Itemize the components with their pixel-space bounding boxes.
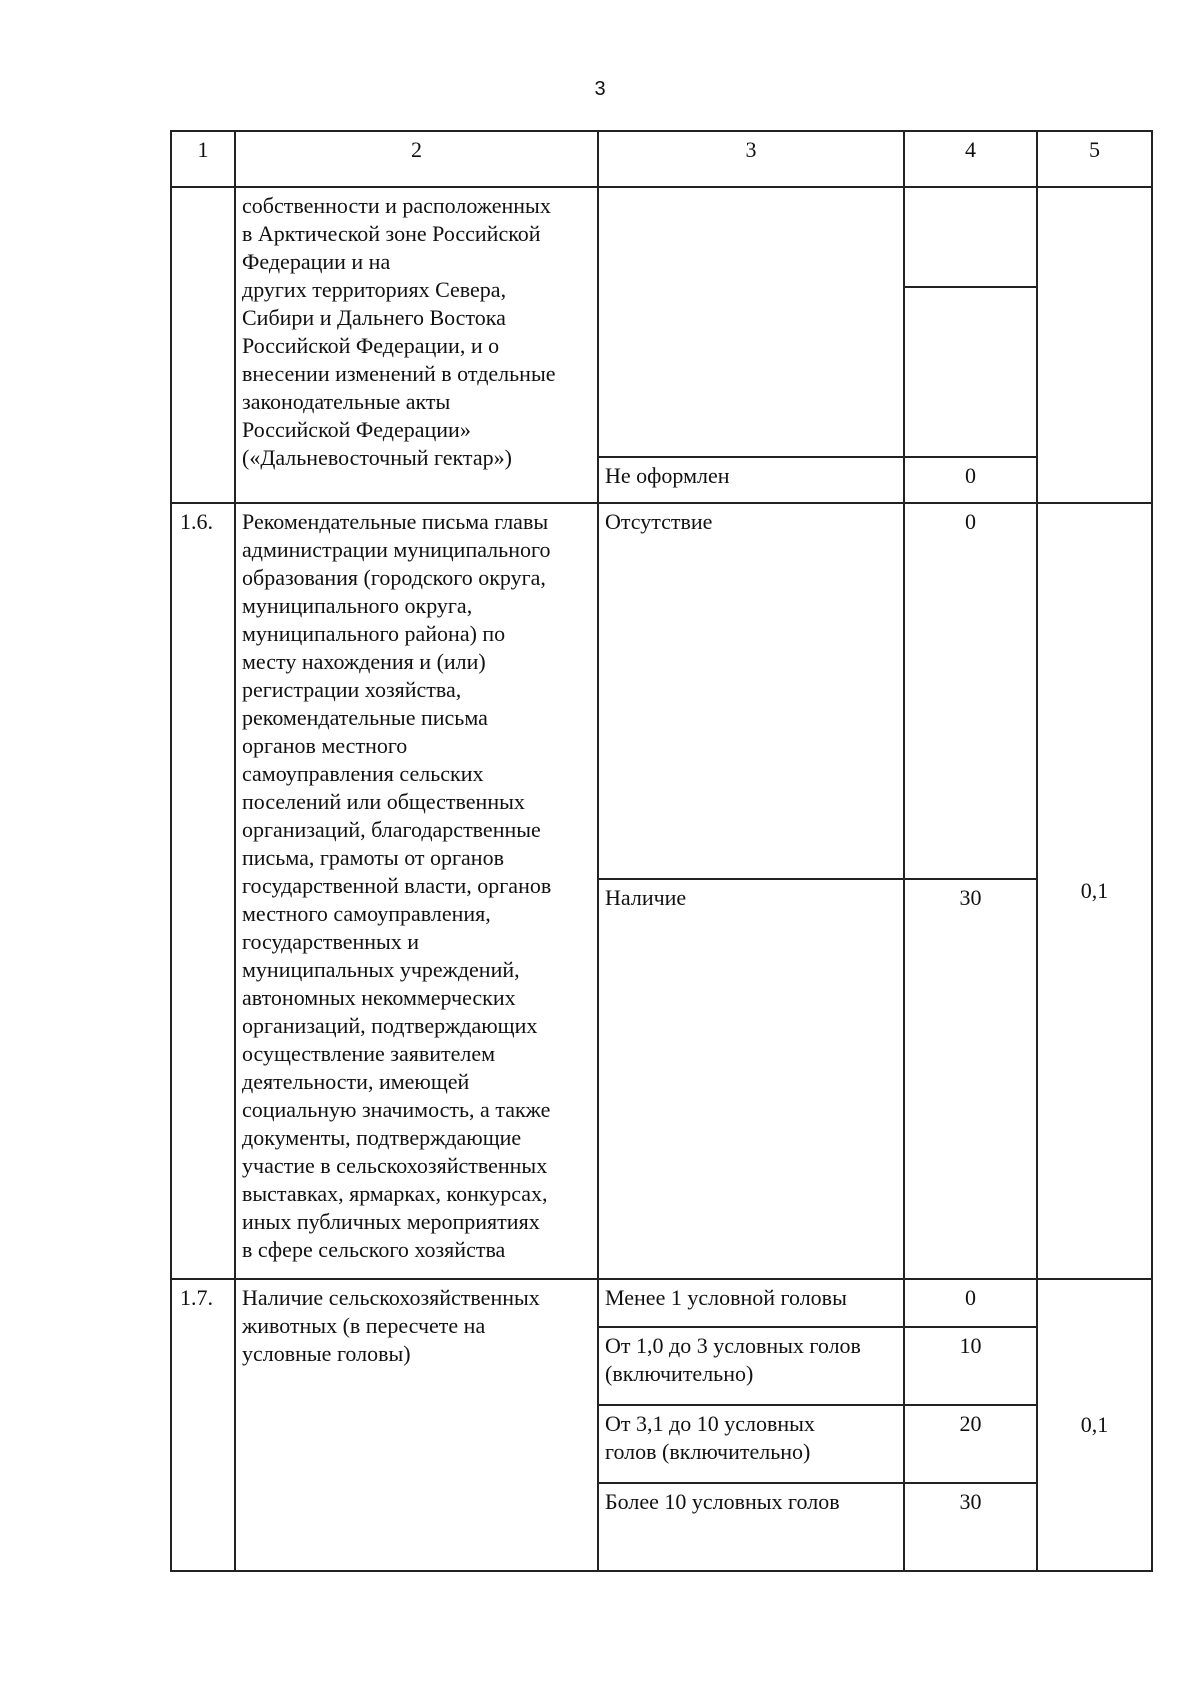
header-col-5: 5 bbox=[1037, 131, 1152, 187]
page-number: 3 bbox=[594, 78, 606, 100]
header-col-3: 3 bbox=[598, 131, 904, 187]
criterion-text: Рекомендательные письма главы администрации муниципального образования (городского округа, муниципального округа, муниципального района) по месту нахождения и (или) регистрации хозяйства, рекомендательные письма органов местного самоуправления сельских поселений или общественных организаций, благодарственные письма, грамоты от органов государственной власти, органов местного самоуправления, государственных и муниципальных учреждений, автономных некоммерческих организаций, подтверждающих осуществление заявителем деятельности, имеющей социальную значимость, а также документы, подтверждающие участие в сельскохозяйственных выставках, ярмарках, конкурсах, иных публичных мероприятиях в сфере сельского хозяйства bbox=[235, 503, 598, 1279]
option-label: Более 10 условных голов bbox=[598, 1483, 904, 1571]
option-score: 0 bbox=[904, 1279, 1037, 1327]
option-label: Наличие bbox=[598, 879, 904, 1279]
cont-weight-cell bbox=[1037, 187, 1152, 503]
option-label: Отсутствие bbox=[598, 503, 904, 879]
table-row bbox=[171, 187, 1152, 287]
row-number: 1.6. bbox=[171, 503, 235, 1279]
weight-value: 0,1 bbox=[1037, 1279, 1152, 1571]
criteria-table bbox=[170, 130, 1153, 1572]
table-row bbox=[171, 1279, 1152, 1327]
header-col-2: 2 bbox=[235, 131, 598, 187]
option-score: 30 bbox=[904, 879, 1037, 1279]
cont-empty-option-cell bbox=[598, 187, 904, 457]
cont-num-cell bbox=[171, 187, 235, 503]
cont-option-score: 0 bbox=[904, 457, 1037, 503]
option-score: 0 bbox=[904, 503, 1037, 879]
header-col-1: 1 bbox=[171, 131, 235, 187]
option-label: От 3,1 до 10 условных голов (включительно) bbox=[598, 1405, 904, 1483]
table-row bbox=[171, 503, 1152, 879]
cont-empty-score-cell bbox=[904, 287, 1037, 457]
option-score: 20 bbox=[904, 1405, 1037, 1483]
option-label: Менее 1 условной головы bbox=[598, 1279, 904, 1327]
criterion-text: Наличие сельскохозяйственных животных (в пересчете на условные головы) bbox=[235, 1279, 598, 1571]
row-number: 1.7. bbox=[171, 1279, 235, 1571]
cont-empty-score-cell bbox=[904, 187, 1037, 287]
option-score: 30 bbox=[904, 1483, 1037, 1571]
header-col-4: 4 bbox=[904, 131, 1037, 187]
cont-criterion-text: собственности и расположенных в Арктической зоне Российской Федерации и на других территориях Севера, Сибири и Дальнего Востока Российской Федерации, и о внесении изменений в отдельные законодательные акты Российской Федерации» («Дальневосточный гектар») bbox=[235, 187, 598, 503]
weight-value: 0,1 bbox=[1037, 503, 1152, 1279]
option-score: 10 bbox=[904, 1327, 1037, 1405]
header-row bbox=[171, 131, 1152, 187]
cont-option-label: Не оформлен bbox=[598, 457, 904, 503]
option-label: От 1,0 до 3 условных голов (включительно) bbox=[598, 1327, 904, 1405]
